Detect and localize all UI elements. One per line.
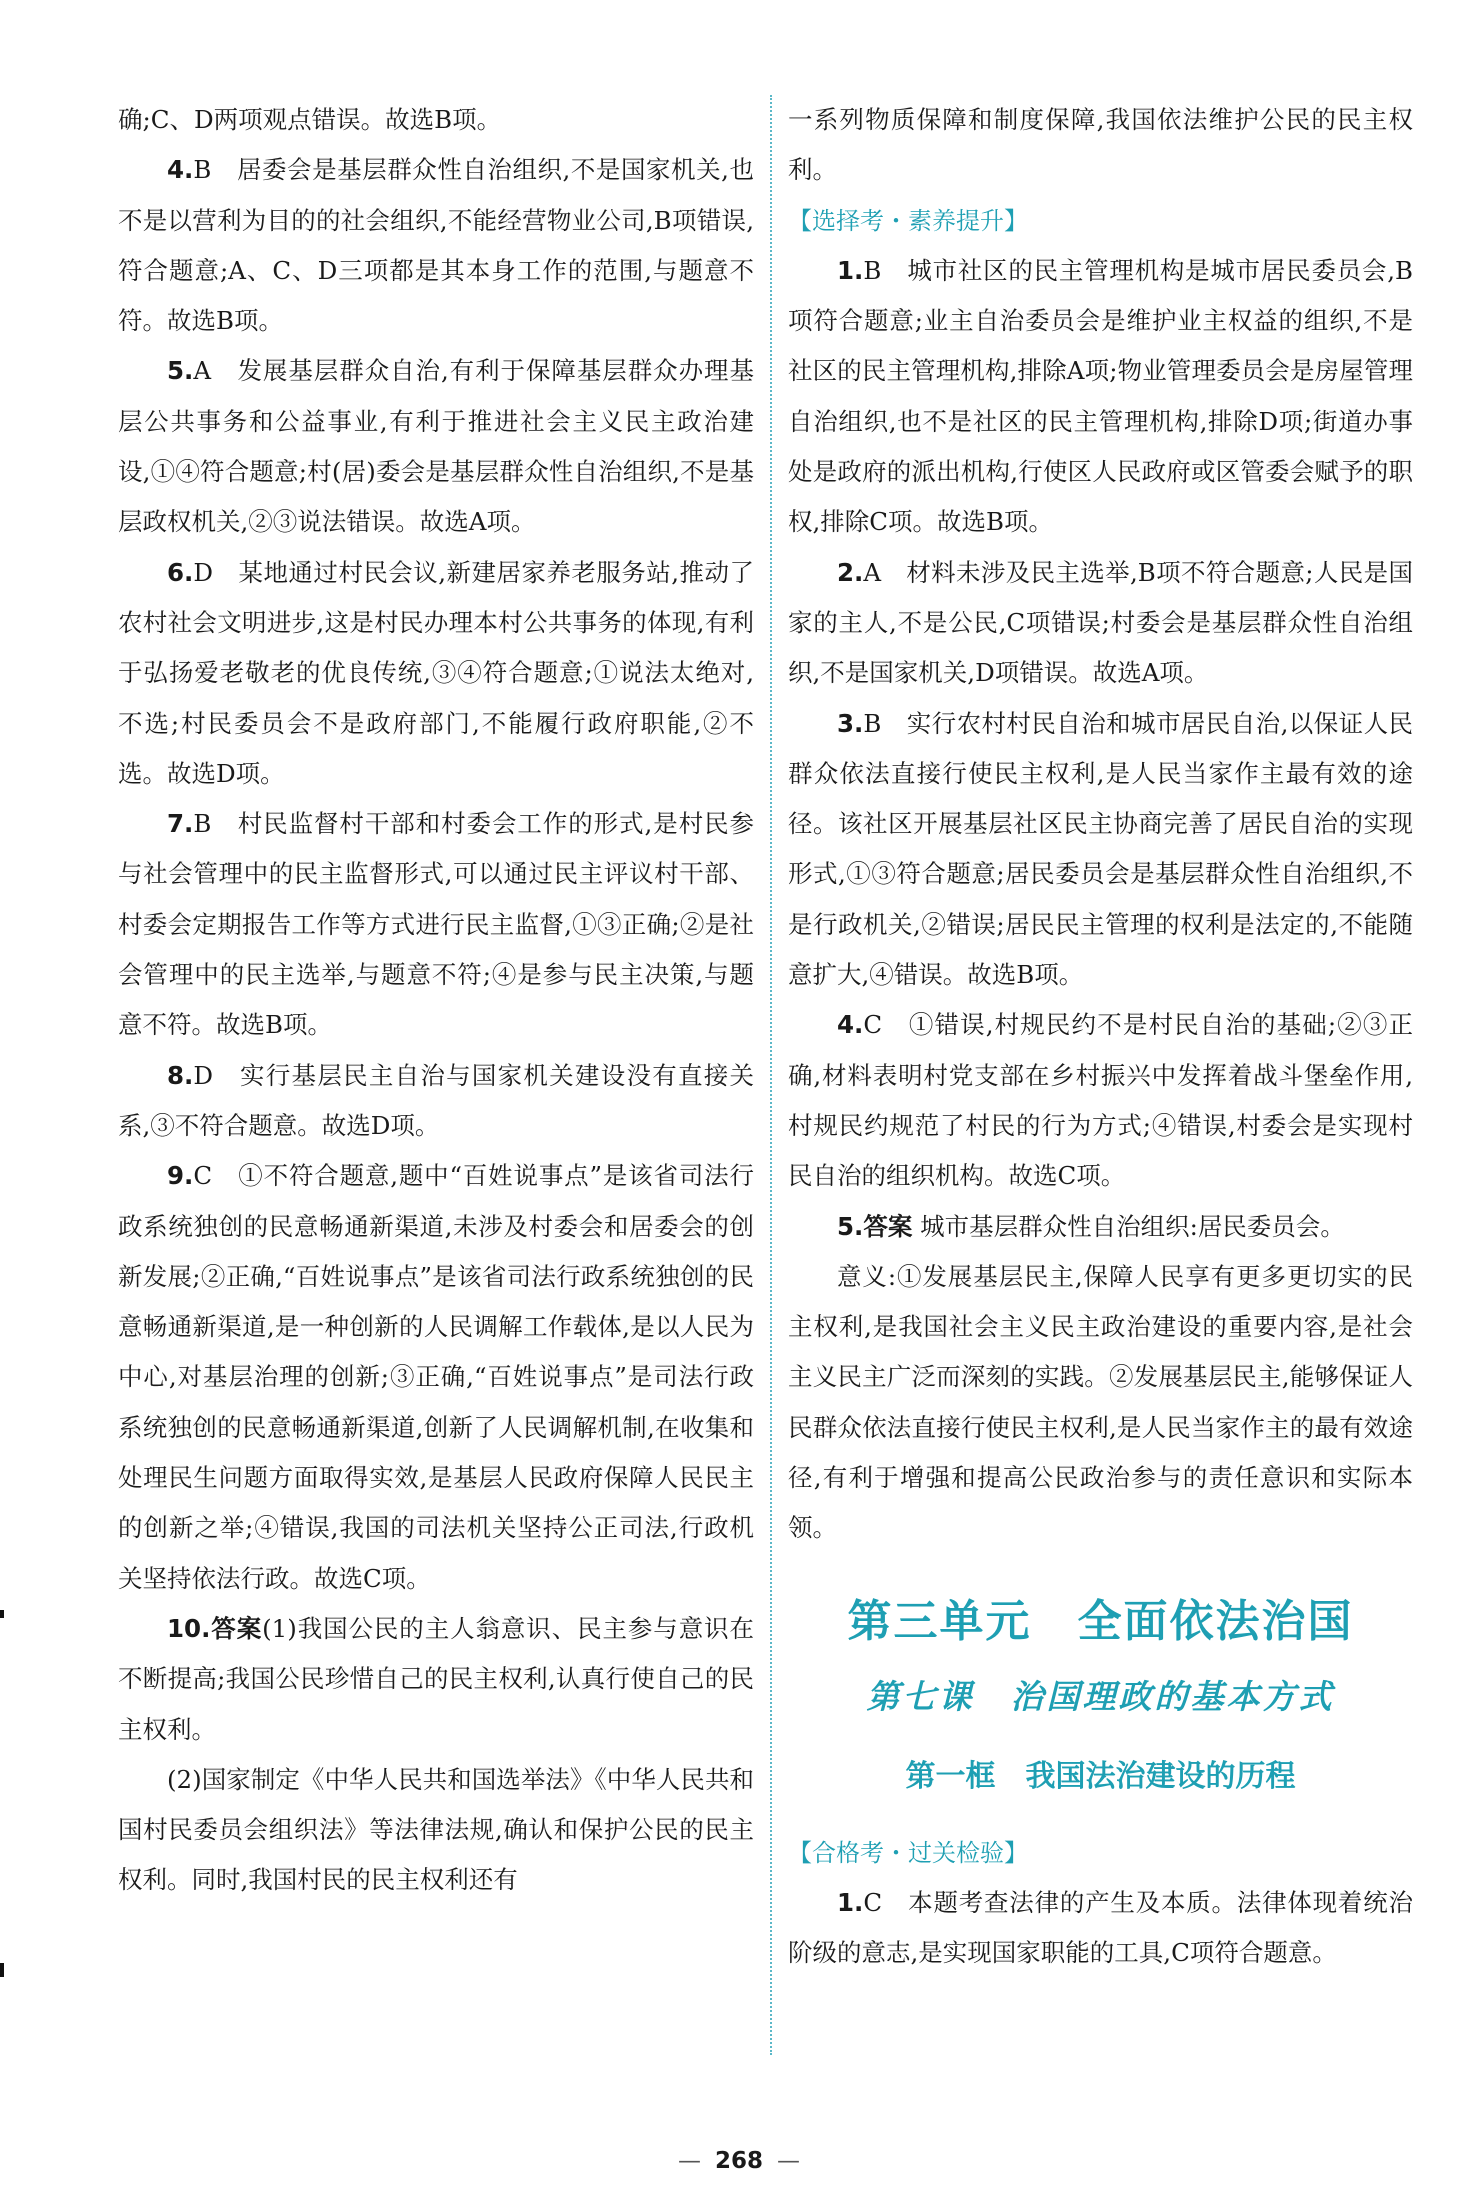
answer-text: 材料未涉及民主选举,B项不符合题意;人民是国家的主人,不是公民,C项错误;村委会是基层群众性自治组织,不是国家机关,D项错误。故选A项。 [788,557,1413,688]
answer-paragraph [118,548,754,799]
section-heading-qualify-exam: 【合格考・过关检验】 [788,1838,1028,1867]
answer-letter: C [863,1010,883,1040]
answer-letter: A [863,557,882,587]
answer-text: 发展基层群众自治,有利于保障基层群众办理基层公共事务和公益事业,有利于推进社会主义民主政治建设,①④符合题意;村(居)委会是基层群众性自治组织,不是基层政权机关,②③说法错误。故选A项。 [118,356,754,537]
answer-letter: B [863,255,882,285]
answer-paragraph [118,1755,754,1906]
answer-paragraph [788,699,1413,1001]
answer-paragraph [788,95,1413,196]
page-number [0,2148,1478,2174]
scan-mark-top [0,1610,4,1618]
answer-paragraph [118,145,754,346]
answer-text: 一系列物质保障和制度保障,我国依法维护公民的民主权利。 [788,105,1413,185]
column-divider [770,95,772,2055]
answer-paragraph [118,1151,754,1604]
answer-text: (2)国家制定《中华人民共和国选举法》《中华人民共和国村民委员会组织法》等法律法规,确认和保护公民的民主权利。同时,我国村民的民主权利还有 [118,1764,754,1895]
unit-title: 第三单元 全面依法治国 [847,1595,1354,1647]
frame-title: 第一框 我国法治建设的历程 [905,1758,1296,1794]
answer-letter: A [193,356,212,386]
answer-paragraph [118,799,754,1050]
answer-paragraph [118,95,754,145]
answer-text: 实行基层民主自治与国家机关建设没有直接关系,③不符合题意。故选D项。 [118,1060,754,1140]
question-number: 1. [837,1887,864,1917]
answer-paragraph [788,1878,1413,1979]
question-number: 1. [837,255,864,285]
answer-text: 城市社区的民主管理机构是城市居民委员会,B项符合题意;业主自治委员会是维护业主权益的组织,不是社区的民主管理机构,排除A项;物业管理委员会是房屋管理自治组织,也不是社区的民主管理机构,排除D项;街道办事处是政府的派出机构,行使区人民政府或区管委会赋予的职权,排除C项。故选B项。 [788,255,1413,537]
answer-paragraph [788,246,1413,548]
answer-paragraph [788,548,1413,699]
answer-text: ①不符合题意,题中“百姓说事点”是该省司法行政系统独创的民意畅通新渠道,未涉及村委会和居委会的创新发展;②正确,“百姓说事点”是该省司法行政系统独创的民意畅通新渠道,是一种创新的人民调解工作载体,是以人民为中心,对基层治理的创新;③正确,“百姓说事点”是司法行政系统独创的民意畅通新渠道,创新了人民调解机制,在收集和处理民生问题方面取得实效,是基层人民政府保障人民民主的创新之举;④错误,我国的司法机关坚持公正司法,行政机关坚持依法行政。故选C项。 [118,1161,754,1593]
answer-letter: B [193,155,212,185]
question-number: 8. [167,1060,194,1090]
lesson-title: 第七课 治国理政的基本方式 [866,1676,1335,1716]
right-top-block [788,95,1413,196]
answer-text: 意义:①发展基层民主,保障人民享有更多更切实的民主权利,是我国社会主义民主政治建设的重要内容,是社会主义民主广泛而深刻的实践。②发展基层民主,能够保证人民群众依法直接行使民主权利,是人民当家作主的最有效途径,有利于增强和提高公民政治参与的责任意识和实际本领。 [788,1261,1413,1543]
question-number: 7. [167,809,194,839]
answer-letter: D [193,1060,214,1090]
question-number: 2. [837,557,864,587]
answer-paragraph [788,1000,1413,1201]
question-number: 3. [837,708,864,738]
page-number-value: 268 [714,2148,763,2174]
question-number: 6. [167,557,194,587]
question-number: 10. [167,1613,211,1643]
answer-paragraph [788,1252,1413,1554]
question-number: 9. [167,1161,194,1191]
page-dash-left: — [677,2148,701,2174]
right-column [788,95,1413,1979]
question-number: 5. [167,356,194,386]
question-number: 4. [167,155,194,185]
answer-paragraph [788,1202,1413,1252]
question-number: 5. [837,1211,864,1241]
answer-text: 实行农村村民自治和城市居民自治,以保证人民群众依法直接行使民主权利,是人民当家作主最有效的途径。该社区开展基层社区民主协商完善了居民自治的实现形式,①③符合题意;居民委员会是基层群众性自治组织,不是行政机关,②错误;居民民主管理的权利是法定的,不能随意扩大,④错误。故选B项。 [788,708,1413,990]
answer-paragraph [118,1604,754,1755]
answer-paragraph [118,346,754,547]
scan-mark-bottom [0,1963,4,1977]
answer-text: 本题考查法律的产生及本质。法律体现着统治阶级的意志,是实现国家职能的工具,C项符合题意。 [788,1887,1413,1968]
answer-text: 村民监督村干部和村委会工作的形式,是村民参与社会管理中的民主监督形式,可以通过民主评议村干部、村委会定期报告工作等方式进行民主监督,①③正确;②是社会管理中的民主选举,与题意不符;④是参与民主决策,与题意不符。故选B项。 [118,809,754,1040]
answer-text: (1)我国公民的主人翁意识、民主参与意识在不断提高;我国公民珍惜自己的民主权利,认真行使自己的民主权利。 [118,1613,755,1744]
answer-text: 某地通过村民会议,新建居家养老服务站,推动了农村社会文明进步,这是村民办理本村公共事务的体现,有利于弘扬爱老敬老的优良传统,③④符合题意;①说法太绝对,不选;村民委员会不是政府部门,不能履行政府职能,②不选。故选D项。 [118,557,754,788]
answer-letter: D [193,557,214,587]
right-mid-block [788,246,1413,1554]
answer-letter: B [193,809,212,839]
answer-letter: B [863,708,882,738]
answer-letter: C [193,1161,213,1191]
answer-text: ①错误,村规民约不是村民自治的基础;②③正确,材料表明村党支部在乡村振兴中发挥着战斗堡垒作用,村规民约规范了村民的行为方式;④错误,村委会是实现村民自治的组织机构。故选C项。 [788,1010,1413,1191]
answer-letter: 答案 [210,1613,263,1643]
answer-letter: 答案 [863,1211,913,1241]
left-column [118,95,754,1906]
question-number: 4. [837,1010,864,1040]
section-heading-select-exam: 【选择考・素养提升】 [788,206,1028,235]
answer-letter: C [863,1887,883,1917]
answer-text: 城市基层群众性自治组织:居民委员会。 [912,1211,1345,1241]
answer-paragraph [118,1051,754,1152]
answer-text: 居委会是基层群众性自治组织,不是国家机关,也不是以营利为目的的社会组织,不能经营物业公司,B项错误,符合题意;A、C、D三项都是其本身工作的范围,与题意不符。故选B项。 [118,155,754,336]
page-dash-right: — [777,2148,800,2174]
right-bottom-block [788,1878,1413,1979]
answer-text: 确;C、D两项观点错误。故选B项。 [118,105,502,134]
